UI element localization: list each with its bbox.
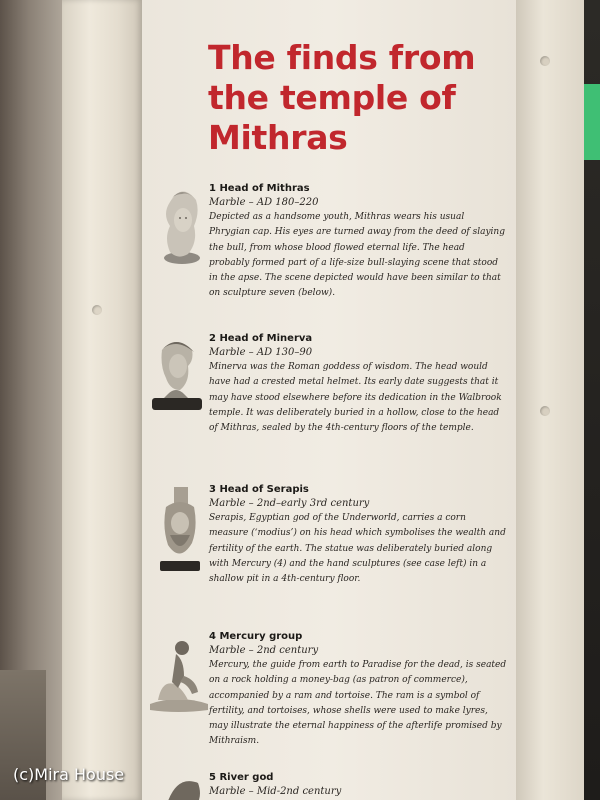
exhibit-item bbox=[148, 332, 508, 452]
panel-title bbox=[208, 38, 508, 158]
screw bbox=[92, 305, 102, 315]
item-heading: 2 Head of Minerva bbox=[209, 333, 313, 344]
left-display-frame bbox=[62, 0, 142, 800]
mithras-head-icon bbox=[148, 182, 210, 272]
exhibit-item bbox=[148, 630, 508, 750]
mercury-group-icon bbox=[148, 630, 210, 720]
item-material-date: Marble – AD 180–220 bbox=[209, 197, 319, 208]
item-heading: 3 Head of Serapis bbox=[209, 484, 309, 495]
title-line: Mithras bbox=[208, 118, 348, 157]
watermark: (c)Mira House bbox=[13, 765, 125, 784]
river-god-icon bbox=[148, 771, 210, 800]
title-line: The finds from bbox=[208, 38, 476, 77]
item-description: Depicted as a handsome youth, Mithras wears his usual Phrygian cap. His eyes are turned away from the deed of slaying the bull, from whose blood flowed eternal life. The head probably formed part of a life-size bull-slaying scene that stood in the apse. The scene depicted would have been similar to that on sculpture seven (below). bbox=[209, 212, 505, 299]
exhibit-item bbox=[148, 182, 508, 302]
title-line: the temple of bbox=[208, 78, 456, 117]
item-heading: 5 River god bbox=[209, 772, 274, 783]
item-material-date: Marble – AD 130–90 bbox=[209, 347, 313, 358]
item-heading: 4 Mercury group bbox=[209, 631, 303, 642]
item-description: Minerva was the Roman goddess of wisdom. The head would have had a crested metal helmet. Its early date suggests that it may have stood elsewhere before its dedication in the Walbrook temple. It was deliberately buried in a hollow, close to the head of Mithras, sealed by the 4th-century floors of the temple. bbox=[209, 362, 502, 434]
item-description: Serapis, Egyptian god of the Underworld, carries a corn measure (‘modius’) on his head which symbolises the wealth and fertility of the earth. The statue was deliberately buried along with Mercury (4) and the hand sculptures (see case left) in a shallow pit in a 4th-century floor. bbox=[209, 513, 506, 585]
item-material-date: Marble – Mid-2nd century bbox=[209, 786, 342, 797]
screw bbox=[540, 406, 550, 416]
right-display-frame bbox=[516, 0, 584, 800]
screw bbox=[540, 56, 550, 66]
exhibit-item bbox=[148, 483, 508, 603]
minerva-head-icon bbox=[148, 332, 210, 422]
exit-sign bbox=[584, 84, 600, 160]
item-description: Mercury, the guide from earth to Paradise for the dead, is seated on a rock holding a money-bag (as patron of commerce), accompanied by a ram and tortoise. The ram is a symbol of fertility, and tortoises, whose shells were used to make lyres, may illustrate the eternal happiness of the afterlife promised by Mithraism. bbox=[209, 660, 507, 747]
exhibit-item bbox=[148, 771, 508, 800]
serapis-head-icon bbox=[148, 483, 210, 573]
item-material-date: Marble – 2nd century bbox=[209, 645, 319, 656]
item-heading: 1 Head of Mithras bbox=[209, 183, 310, 194]
item-material-date: Marble – 2nd–early 3rd century bbox=[209, 498, 370, 509]
